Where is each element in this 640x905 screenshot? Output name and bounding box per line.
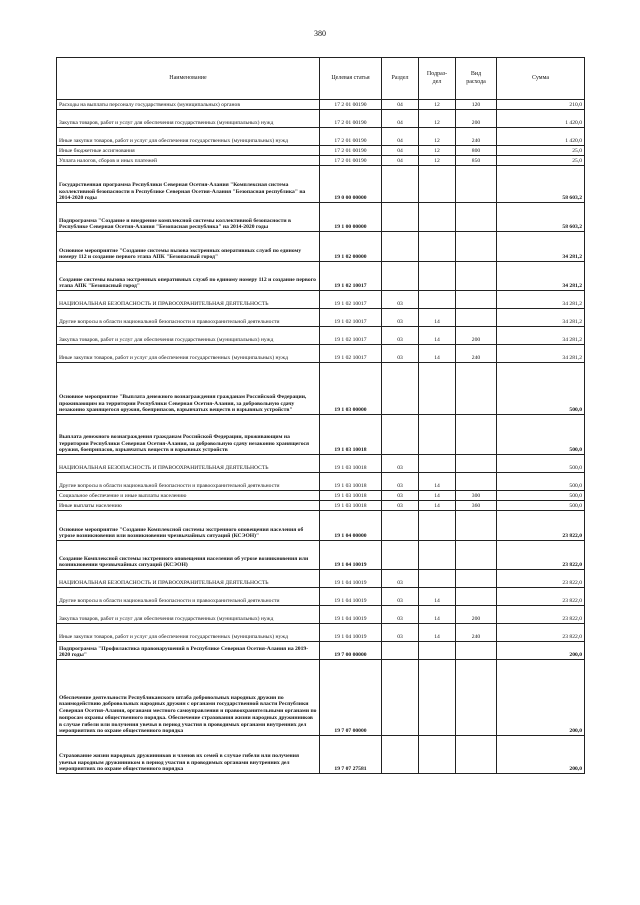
- row-target-code: 19 1 04 10019: [320, 570, 382, 588]
- row-section: 03: [382, 345, 419, 363]
- row-name: Уплата налогов, сборов и иных платежей: [57, 156, 320, 166]
- row-subsection: 14: [419, 491, 456, 501]
- row-section: [382, 660, 419, 736]
- row-target-code: 19 1 02 00000: [320, 232, 382, 262]
- row-sum: 200,0: [497, 642, 585, 660]
- row-subsection: [419, 511, 456, 541]
- row-section: 03: [382, 455, 419, 473]
- row-subsection: [419, 642, 456, 660]
- row-subsection: 12: [419, 110, 456, 128]
- row-section: 04: [382, 156, 419, 166]
- row-name: Страхование жизни народных дружинников и членов их семей в случае гибели или получения увечья народным дружинником в период участия в проводимых органами внутренних дел мероприятиях по охране общественного порядка: [57, 736, 320, 774]
- row-section: 03: [382, 491, 419, 501]
- row-expense-type: [456, 736, 497, 774]
- header-name: Наименование: [57, 58, 320, 100]
- row-name: Обеспечение деятельности Республиканского штаба добровольных народных дружин по взаимодействию добровольных народных дружин с органами государственной власти Республики Северная Осетия-Алания, органами местного самоуправления и правоохранительными органами по вопросам охраны общественного порядка. Обеспечение страхования жизни народных дружинников в случае гибели или получения увечья в период участия в проводимых органами внутренних дел мероприятиях по охране общественного порядка: [57, 660, 320, 736]
- row-name: НАЦИОНАЛЬНАЯ БЕЗОПАСНОСТЬ И ПРАВООХРАНИТЕЛЬНАЯ ДЕЯТЕЛЬНОСТЬ: [57, 570, 320, 588]
- row-target-code: 19 1 04 10019: [320, 541, 382, 570]
- row-subsection: [419, 166, 456, 203]
- table-row: [57, 473, 585, 491]
- header-target: Целевая статья: [320, 58, 382, 100]
- row-section: 03: [382, 588, 419, 606]
- row-subsection: 12: [419, 128, 456, 146]
- row-section: 04: [382, 146, 419, 156]
- row-subsection: 14: [419, 345, 456, 363]
- row-target-code: 19 1 02 10017: [320, 262, 382, 291]
- row-sum: 34 281,2: [497, 309, 585, 327]
- table-row: [57, 100, 585, 110]
- row-subsection: 14: [419, 501, 456, 511]
- table-row: [57, 606, 585, 624]
- row-subsection: [419, 262, 456, 291]
- table-row: [57, 570, 585, 588]
- row-subsection: [419, 455, 456, 473]
- row-expense-type: [456, 291, 497, 309]
- row-section: 03: [382, 327, 419, 345]
- row-expense-type: [456, 363, 497, 415]
- row-subsection: 14: [419, 624, 456, 642]
- header-subsection: Подраз- дел: [419, 58, 456, 100]
- row-expense-type: [456, 642, 497, 660]
- row-name: Закупка товаров, работ и услуг для обеспечения государственных (муниципальных) нужд: [57, 110, 320, 128]
- row-sum: 23 822,0: [497, 570, 585, 588]
- row-target-code: 17 2 01 00190: [320, 110, 382, 128]
- row-sum: 500,0: [497, 473, 585, 491]
- table-body: [57, 100, 585, 774]
- row-sum: 1 420,0: [497, 128, 585, 146]
- row-target-code: 19 7 07 00000: [320, 660, 382, 736]
- row-expense-type: [456, 588, 497, 606]
- row-name: Создание системы вызова экстренных оперативных служб по единому номеру 112 и создание первого этапа АПК "Безопасный город": [57, 262, 320, 291]
- row-expense-type: [456, 511, 497, 541]
- row-section: [382, 736, 419, 774]
- row-name: Основное мероприятие "Создание системы вызова экстренных оперативных служб по единому номеру 112 и создание первого этапа АПК "Безопасный город": [57, 232, 320, 262]
- row-subsection: 14: [419, 606, 456, 624]
- row-name: Расходы на выплаты персоналу государственных (муниципальных) органов: [57, 100, 320, 110]
- row-section: [382, 511, 419, 541]
- row-subsection: [419, 232, 456, 262]
- table-row: [57, 128, 585, 146]
- row-sum: 500,0: [497, 363, 585, 415]
- row-target-code: 17 2 01 00190: [320, 100, 382, 110]
- row-sum: 58 603,2: [497, 166, 585, 203]
- row-name: Иные закупки товаров, работ и услуг для обеспечения государственных (муниципальных) нужд: [57, 624, 320, 642]
- table-row: [57, 455, 585, 473]
- row-sum: 25,0: [497, 146, 585, 156]
- row-section: [382, 541, 419, 570]
- row-section: [382, 166, 419, 203]
- row-name: Основное мероприятие "Создание Комплексной системы экстренного оповещения населения об угрозе возникновения или возникновении чрезвычайных ситуаций (КСЭОН)": [57, 511, 320, 541]
- row-expense-type: [456, 570, 497, 588]
- row-target-code: 19 0 00 00000: [320, 166, 382, 203]
- row-subsection: [419, 415, 456, 455]
- row-sum: 500,0: [497, 501, 585, 511]
- row-target-code: 19 1 04 00000: [320, 511, 382, 541]
- row-expense-type: 240: [456, 624, 497, 642]
- row-name: Другие вопросы в области национальной безопасности и правоохранительной деятельности: [57, 588, 320, 606]
- row-target-code: 19 1 03 00000: [320, 363, 382, 415]
- table-row: [57, 327, 585, 345]
- table-row: [57, 491, 585, 501]
- row-sum: 23 822,0: [497, 624, 585, 642]
- row-name: НАЦИОНАЛЬНАЯ БЕЗОПАСНОСТЬ И ПРАВООХРАНИТЕЛЬНАЯ ДЕЯТЕЛЬНОСТЬ: [57, 291, 320, 309]
- row-subsection: [419, 541, 456, 570]
- row-sum: 500,0: [497, 415, 585, 455]
- row-name: Основное мероприятие "Выплата денежного вознаграждения гражданам Российской Федерации, проживающим на территории Республики Северная Осетия-Алания, за добровольную сдачу незаконно хранящегося оружия, боеприпасов, взрывчатых веществ и взрывных устройств": [57, 363, 320, 415]
- row-section: 03: [382, 570, 419, 588]
- row-subsection: 14: [419, 327, 456, 345]
- table-row: [57, 166, 585, 203]
- row-target-code: 19 1 04 10019: [320, 606, 382, 624]
- row-subsection: [419, 363, 456, 415]
- row-sum: 23 822,0: [497, 541, 585, 570]
- row-target-code: 19 1 03 10018: [320, 473, 382, 491]
- row-subsection: [419, 203, 456, 232]
- row-section: 03: [382, 309, 419, 327]
- row-subsection: [419, 291, 456, 309]
- row-name: Закупка товаров, работ и услуг для обеспечения государственных (муниципальных) нужд: [57, 327, 320, 345]
- table-row: [57, 511, 585, 541]
- row-name: Иные выплаты населению: [57, 501, 320, 511]
- row-target-code: 17 2 01 00190: [320, 128, 382, 146]
- row-sum: 34 281,2: [497, 291, 585, 309]
- row-section: 03: [382, 473, 419, 491]
- row-name: Иные закупки товаров, работ и услуг для обеспечения государственных (муниципальных) нужд: [57, 345, 320, 363]
- row-expense-type: 240: [456, 128, 497, 146]
- row-sum: 34 281,2: [497, 232, 585, 262]
- row-subsection: 12: [419, 100, 456, 110]
- row-expense-type: [456, 473, 497, 491]
- row-sum: 500,0: [497, 455, 585, 473]
- row-section: 04: [382, 110, 419, 128]
- row-section: [382, 642, 419, 660]
- row-target-code: 19 1 03 10018: [320, 415, 382, 455]
- row-sum: 34 281,2: [497, 262, 585, 291]
- row-sum: 34 281,2: [497, 327, 585, 345]
- table-row: [57, 262, 585, 291]
- row-subsection: [419, 570, 456, 588]
- row-section: 03: [382, 624, 419, 642]
- row-subsection: 14: [419, 473, 456, 491]
- table-row: [57, 736, 585, 774]
- table-row: [57, 156, 585, 166]
- row-expense-type: [456, 541, 497, 570]
- row-name: Государственная программа Республики Северная Осетия-Алания "Комплексная система коллективной безопасности в Республике Северная Осетия-Алания "Безопасная республика" на 2014-2020 годы: [57, 166, 320, 203]
- table-row: [57, 146, 585, 156]
- row-sum: 25,0: [497, 156, 585, 166]
- row-expense-type: [456, 232, 497, 262]
- row-name: Подпрограмма "Создание и внедрение комплексной системы коллективной безопасности в Республике Северная Осетия-Алания "Безопасная республика" на 2014-2020 годы: [57, 203, 320, 232]
- row-expense-type: 200: [456, 110, 497, 128]
- row-expense-type: [456, 455, 497, 473]
- table-row: [57, 110, 585, 128]
- row-target-code: 19 1 00 00000: [320, 203, 382, 232]
- row-name: Социальное обеспечение и иные выплаты населению: [57, 491, 320, 501]
- table-row: [57, 642, 585, 660]
- row-expense-type: [456, 262, 497, 291]
- row-section: 04: [382, 100, 419, 110]
- row-subsection: [419, 736, 456, 774]
- row-expense-type: 300: [456, 491, 497, 501]
- row-sum: 500,0: [497, 491, 585, 501]
- row-subsection: [419, 660, 456, 736]
- row-subsection: 12: [419, 156, 456, 166]
- row-target-code: 19 1 02 10017: [320, 309, 382, 327]
- row-sum: 23 822,0: [497, 511, 585, 541]
- row-section: [382, 232, 419, 262]
- row-name: Иные закупки товаров, работ и услуг для обеспечения государственных (муниципальных) нужд: [57, 128, 320, 146]
- table-row: [57, 415, 585, 455]
- row-name: НАЦИОНАЛЬНАЯ БЕЗОПАСНОСТЬ И ПРАВООХРАНИТЕЛЬНАЯ ДЕЯТЕЛЬНОСТЬ: [57, 455, 320, 473]
- row-name: Иные бюджетные ассигнования: [57, 146, 320, 156]
- table-row: [57, 541, 585, 570]
- row-target-code: 19 1 04 10019: [320, 624, 382, 642]
- row-expense-type: 360: [456, 501, 497, 511]
- page-number: 380: [314, 29, 326, 38]
- table-row: [57, 203, 585, 232]
- table-row: [57, 291, 585, 309]
- row-sum: 210,0: [497, 100, 585, 110]
- row-sum: 200,0: [497, 736, 585, 774]
- row-target-code: 19 1 03 10018: [320, 491, 382, 501]
- row-section: 03: [382, 606, 419, 624]
- row-expense-type: 240: [456, 345, 497, 363]
- row-expense-type: 800: [456, 146, 497, 156]
- row-subsection: 12: [419, 146, 456, 156]
- row-expense-type: [456, 166, 497, 203]
- table-row: [57, 309, 585, 327]
- row-section: 03: [382, 291, 419, 309]
- row-name: Другие вопросы в области национальной безопасности и правоохранительной деятельности: [57, 473, 320, 491]
- table-row: [57, 588, 585, 606]
- row-target-code: 19 7 07 27581: [320, 736, 382, 774]
- table-row: [57, 363, 585, 415]
- row-target-code: 19 1 03 10018: [320, 455, 382, 473]
- row-expense-type: 850: [456, 156, 497, 166]
- row-section: 03: [382, 501, 419, 511]
- table-row: [57, 345, 585, 363]
- header-section: Раздел: [382, 58, 419, 100]
- header-expense-type: Вид расхода: [456, 58, 497, 100]
- table-row: [57, 232, 585, 262]
- row-name: Закупка товаров, работ и услуг для обеспечения государственных (муниципальных) нужд: [57, 606, 320, 624]
- row-target-code: 17 2 01 00190: [320, 156, 382, 166]
- row-sum: 23 822,0: [497, 588, 585, 606]
- row-expense-type: [456, 309, 497, 327]
- row-sum: 58 603,2: [497, 203, 585, 232]
- row-target-code: 19 1 02 10017: [320, 327, 382, 345]
- table-row: [57, 501, 585, 511]
- row-expense-type: [456, 660, 497, 736]
- row-name: Другие вопросы в области национальной безопасности и правоохранительной деятельности: [57, 309, 320, 327]
- row-name: Подпрограмма "Профилактика правонарушений в Республике Северная Осетия-Алания на 2019-2020 годы": [57, 642, 320, 660]
- row-section: [382, 262, 419, 291]
- row-expense-type: [456, 415, 497, 455]
- row-name: Выплата денежного вознаграждения гражданам Российской Федерации, проживающим на территории Республики Северная Осетия-Алания, за добровольную сдачу незаконно хранящегося оружия, боеприпасов, взрывчатых веществ и взрывных устройств: [57, 415, 320, 455]
- row-sum: 34 281,2: [497, 345, 585, 363]
- row-expense-type: 200: [456, 327, 497, 345]
- budget-table: [56, 57, 585, 774]
- row-section: [382, 415, 419, 455]
- row-target-code: 19 7 00 00000: [320, 642, 382, 660]
- row-section: 04: [382, 128, 419, 146]
- row-subsection: 14: [419, 309, 456, 327]
- row-target-code: 19 1 02 10017: [320, 291, 382, 309]
- row-expense-type: [456, 203, 497, 232]
- row-target-code: 19 1 02 10017: [320, 345, 382, 363]
- row-expense-type: 120: [456, 100, 497, 110]
- row-section: [382, 363, 419, 415]
- table-header-row: [57, 58, 585, 100]
- row-target-code: 17 2 01 00190: [320, 146, 382, 156]
- table-row: [57, 624, 585, 642]
- header-sum: Сумма: [497, 58, 585, 100]
- row-sum: 23 822,0: [497, 606, 585, 624]
- row-target-code: 19 1 03 10018: [320, 501, 382, 511]
- row-expense-type: 200: [456, 606, 497, 624]
- row-sum: 200,0: [497, 660, 585, 736]
- row-sum: 1 420,0: [497, 110, 585, 128]
- row-target-code: 19 1 04 10019: [320, 588, 382, 606]
- row-name: Создание Комплексной системы экстренного оповещения населения об угрозе возникновения или возникновении чрезвычайных ситуаций (КСЭОН): [57, 541, 320, 570]
- table-row: [57, 660, 585, 736]
- row-subsection: 14: [419, 588, 456, 606]
- row-section: [382, 203, 419, 232]
